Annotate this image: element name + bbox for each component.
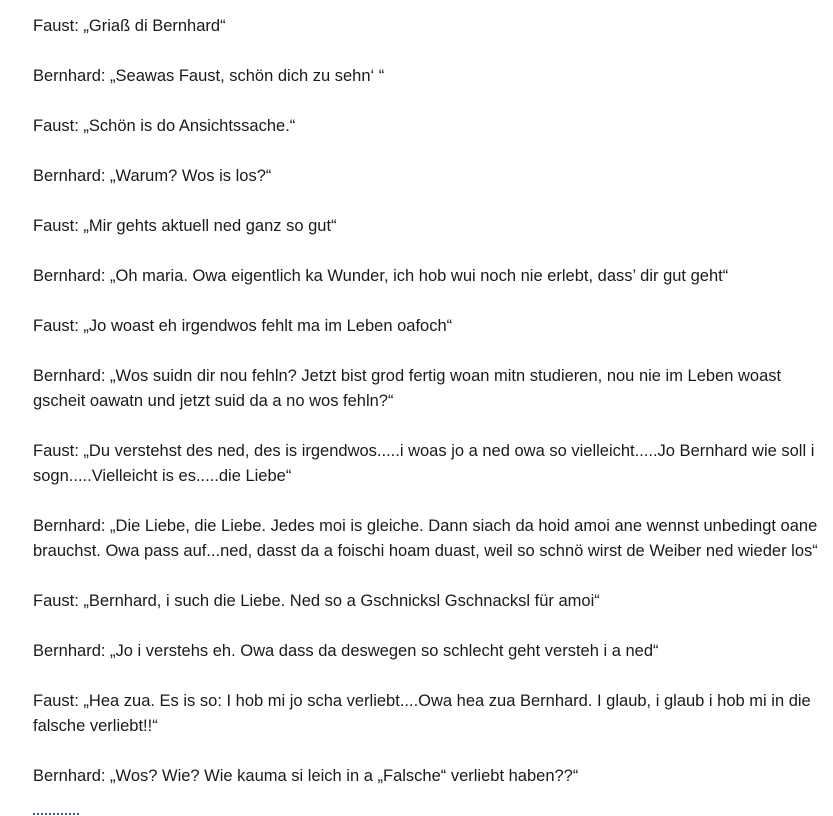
dialogue-line: Bernhard: „Jo i verstehs eh. Owa dass da deswegen so schlecht geht versteh i a ned“ <box>33 642 659 660</box>
dialogue-line: Faust: „Schön is do Ansichtssache.“ <box>33 117 296 135</box>
dialogue-line: Faust: „Mir gehts aktuell ned ganz so gut“ <box>33 217 337 235</box>
dialogue-line: Bernhard: „Warum? Wos is los?“ <box>33 167 272 185</box>
dialogue-line: Bernhard: „Die Liebe, die Liebe. Jedes moi is gleiche. Dann siach da hoid amoi ane wennst unbedingt oane brauchst. Owa pass auf...ned, dasst da a foischi hoam duast, weil so schnö wirst de Weiber ned wieder los“ <box>33 517 818 560</box>
dialogue-line: Bernhard: „Seawas Faust, schön dich zu sehn‘ “ <box>33 67 385 85</box>
cut-off-text-fragment <box>33 810 79 816</box>
dialogue-line: Faust: „Hea zua. Es is so: I hob mi jo scha verliebt....Owa hea zua Bernhard. I glaub, i glaub i hob mi in die falsche verliebt!!“ <box>33 692 811 735</box>
dialogue-line: Bernhard: „Wos? Wie? Wie kauma si leich in a „Falsche“ verliebt haben??“ <box>33 767 579 785</box>
dialogue-line: Faust: „Jo woast eh irgendwos fehlt ma im Leben oafoch“ <box>33 317 453 335</box>
document-body <box>33 14 823 814</box>
dialogue-line: Bernhard: „Wos suidn dir nou fehln? Jetzt bist grod fertig woan mitn studieren, nou nie im Leben woast gscheit oawatn und jetzt suid da a no wos fehln?“ <box>33 367 782 410</box>
dialogue-line: Faust: „Du verstehst des ned, des is irgendwos.....i woas jo a ned owa so vielleicht.....Jo Bernhard wie soll i sogn.....Vielleicht is es.....die Liebe“ <box>33 442 815 485</box>
dialogue-line: Bernhard: „Oh maria. Owa eigentlich ka Wunder, ich hob wui noch nie erlebt, dass’ dir gut geht“ <box>33 267 729 285</box>
dialogue-line: Faust: „Bernhard, i such die Liebe. Ned so a Gschnicksl Gschnacksl für amoi“ <box>33 592 600 610</box>
dialogue-line: Faust: „Griaß di Bernhard“ <box>33 17 226 35</box>
